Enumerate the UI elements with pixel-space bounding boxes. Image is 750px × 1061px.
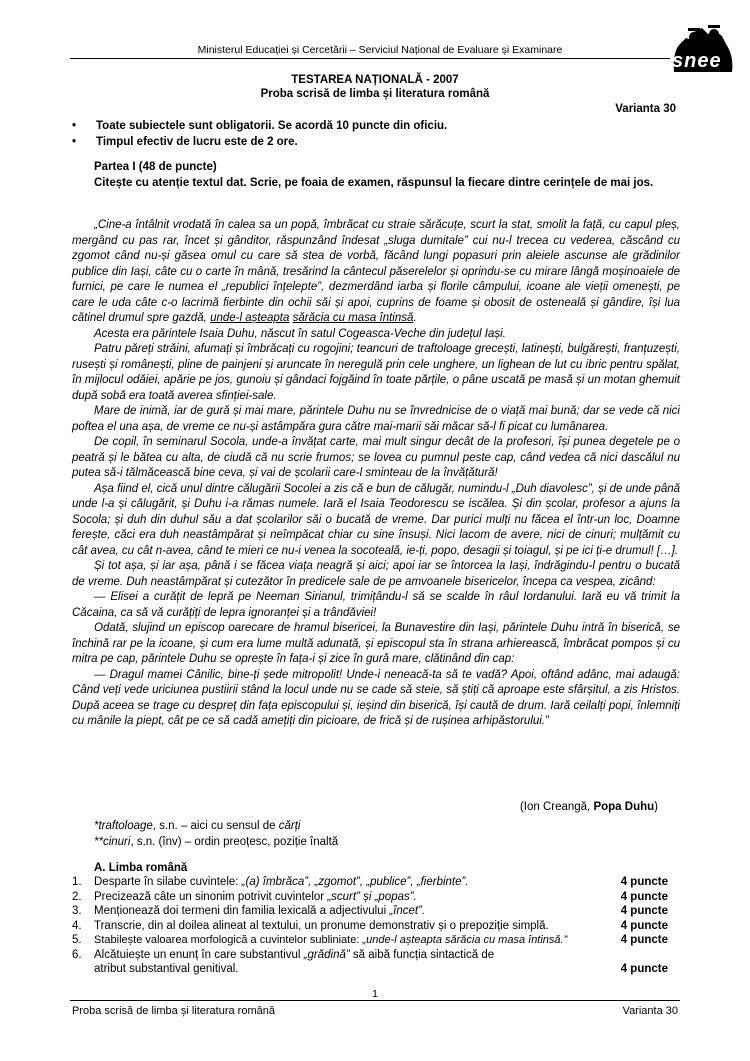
- bullet-icon: •: [72, 136, 77, 148]
- instruction-item: • Toate subiectele sunt obligatorii. Se acordă 10 puncte din oficiu.: [72, 120, 448, 132]
- glossary-note: *traftoloage, s.n. – aici cu sensul de cărți: [94, 820, 301, 832]
- story-paragraph: De copil, în seminarul Socola, unde-a învățat carte, mai mult singur decât de la profesori, își punea degetele pe o peatră și le bătea cu alta, de ciudă că nu scrie frumos; se lovea cu pumnul peste cap, când vedea că nici dascălul nu putea să-i tălmăcească bine ceva, și vai de școlarii care-l sminteau de la învățătură!: [72, 436, 680, 479]
- part-instruction: Citește cu atenție textul dat. Scrie, pe foaia de examen, răspunsul la fiecare dintre cerințele de mai jos.: [94, 176, 654, 189]
- header-ministry: Ministerul Educației și Cercetării – Serviciul Național de Evaluare și Examinare: [197, 44, 563, 56]
- page-number: 1: [372, 988, 378, 1000]
- story-paragraph: Mare de inimă, iar de gură și mai mare, părintele Duhu nu se învrednicise de o viață mai bună; dar se vede că nici poftea el una așa, de vreme ce nu-și astâmpăra gura către mai-marii săi măcar să-l fi picat cu lumânarea.: [72, 405, 680, 433]
- glossary-notes: [94, 819, 338, 850]
- task-item: 3. Menționează doi termeni din familia lexicală a adjectivului „încet”. 4 puncte: [72, 905, 668, 917]
- story-paragraph: — Elisei a curățit de lepră pe Neeman Sirianul, trimițându-l să se scalde în râul Iordanului. Iară eu vă trimit la Căcaina, ca să vă curățiți de lepra ignoranței și a trândăviei!: [72, 591, 680, 619]
- task-item: 1. Desparte în silabe cuvintele: „(a) îmbrăca”, „zgomot”, „publice”, „fierbinte”. 4 puncte: [72, 876, 668, 888]
- text-source: (Ion Creangă, Popa Duhu): [519, 801, 658, 813]
- literary-text: [72, 218, 680, 730]
- task-points: 4 puncte: [620, 890, 668, 903]
- section-a-title: A. Limba română: [94, 862, 188, 874]
- footer-left: Proba scrisă de limba și literatura română: [72, 1005, 275, 1017]
- exam-subtitle: Proba scrisă de limba și literatura română: [260, 88, 490, 100]
- instructions-list: [72, 118, 447, 150]
- story-paragraph: Odată, slujind un episcop oarecare de hramul bisericei, la Bunavestire din Iași, părintele Duhu intră în biserică, se închină rar pe la icoane, și cum era lume multă adunată, și episcopul sta în strana arhierească, îmbrăcat pompos și cu mitra pe cap, părintele Duhu se oprește în fața-i și zice în gură mare, clătinând din cap:: [72, 622, 680, 665]
- instruction-item: • Timpul efectiv de lucru este de 2 ore.: [72, 136, 298, 148]
- task-item: 6. Alcătuiește un enunț în care substantivul „grădină” să aibă funcția sintactică de: [72, 948, 495, 961]
- task-points: 4 puncte: [620, 934, 668, 946]
- task-points: 4 puncte: [620, 919, 668, 932]
- footer-right: Varianta 30: [622, 1005, 678, 1017]
- glossary-note: **cinuri, s.n. (înv) – ordin preoțesc, poziție înaltă: [94, 835, 339, 848]
- task-item: 4. Transcrie, din al doilea alineat al textului, un pronume demonstrativ și o prepoziție simplă. 4 puncte: [72, 919, 668, 932]
- underlined-phrase: sărăcia cu masa întinsă: [292, 312, 414, 324]
- work-title: Popa Duhu: [593, 801, 655, 813]
- task-list: [72, 875, 668, 977]
- story-paragraph: Acesta era părintele Isaia Duhu, născut în satul Cogeasca-Veche din județul Iași.: [94, 327, 506, 340]
- underlined-phrase: unde-l așteapta: [210, 312, 290, 324]
- part-heading-block: [72, 160, 678, 191]
- variant-label: Varianta 30: [615, 103, 676, 115]
- task-points: 4 puncte: [620, 963, 668, 975]
- task-points: 4 puncte: [620, 876, 668, 888]
- story-paragraph: Așa fiind el, cică unul dintre călugării Socolei a zis că e bun de călugăr, numindu-l „Duh diavolesc”, și de unde până unde l-a și călugărit, și Duhu i-a rămas numele. Iară el Isaia Teodorescu se iscălea. Și din școlar, profesor a ajuns la Socola; și duh din duhul său a dat școlarilor săi o bucată de vreme. Dar purici mulți nu făcea el într-un loc, Doamne ferește, căci era duh neastâmpărat și neîmpăcat chiar cu sine însuși. Nici lacom de avere, nici de cinuri; mulțămit cu cât avea, cu cât n-avea, când te mieri ce nu-i venea la socoteală, ie-ți, popo, desagii și toiagul, și pe ici ți-e drumul! […].: [72, 482, 680, 557]
- task-points: 4 puncte: [620, 905, 668, 917]
- part-heading: Partea I (48 de puncte): [94, 161, 217, 173]
- story-paragraph: Patru păreți străini, afumați și îmbrăcați cu rogojini; teancuri de traftoloage grecești, latinești, bulgărești, franțuzești, rusești și românești, pline de painjeni și aruncate în neregulă prin cele unghere, un lighean de lut cu ibric pentru spălat, în mijlocul odăiei, apărie pe jos, gunoiu și gândaci fojgăind în toate părțile, o pâne uscată pe masă și un motan ghemuit după sobă era toată averea sfinției-sale.: [72, 343, 680, 402]
- footer-divider: [70, 1000, 680, 1001]
- story-paragraph: „Cine-a întâlnit vrodată în calea sa un popă, îmbrăcat cu straie sărăcuțe, scurt la stat, smolit la față, cu capul pleș, mergând cu pas rar, încet și gânditor, răspunzând îndesat „sluga dumitale” cui nu-l trecea cu vederea, căscând cu zgomot când nu-și găsea omul cu care să stea de vorbă, făcând lungi popasuri prin aleiele ascunse ale grădinilor publice din Iași, câte cu o carte în mână, tresărind la cântecul păserelelor și oprindu-se cu mirare lângă moșinoaiele de furnici, pe care le numea el „republici înțelepte”, dezmerdând iarba și florile câmpului, icoane ale vieții omenești, pe care le uda câte c-o lacrimă fierbinte din ochii săi și apoi, cuprins de foame și obosit de osteneală și gândire, își lua cătinel drumul spre gazdă, unde-l așteapta sărăcia cu masa întinsă.: [72, 219, 680, 324]
- task-item: 2. Precizează câte un sinonim potrivit cuvintelor „scurt” și „popas”. 4 puncte: [72, 890, 668, 903]
- bullet-icon: •: [72, 120, 77, 132]
- task-item: 5. Stabilește valoarea morfologică a cuvintelor subliniate: „unde-l așteapta sărăcia cu masa întinsă.” 4 puncte: [72, 934, 668, 946]
- task-item-continued: atribut substantival genitival. 4 puncte: [94, 963, 668, 975]
- header-divider: [70, 58, 670, 59]
- story-paragraph: — Dragul mamei Cânilic, bine-ți șede mitropolit! Unde-i neneacă-ta să te vadă? Apoi, oftând adânc, mai adaugă: Când veți vede uriciunea pustiirii stând la locul unde nu se cade să steie, să știți că aproape este sfârșitul, a zis Hristos. După aceea se trage cu despreț din fața episcopului și, ieșind din biserică, își caută de drum. Iară ceilalți popi, înlemniți cu mânile la piept, cât pe ce să cadă amețiți din picioare, de frică și de rușinea arhipăstorului.”: [72, 668, 680, 727]
- logo-text: snee: [672, 50, 722, 72]
- exam-title: TESTAREA NAȚIONALĂ - 2007: [291, 74, 459, 86]
- story-paragraph: Și tot așa, și iar așa, până i se făcea viața neagră și aici; apoi iar se întorcea la Iași, îndrăgindu-l pentru o bucată de vreme. Duh neastâmpărat și cutezător în predicele sale de pe amvoanele bisericelor, începa ca vespea, zicând:: [72, 560, 680, 588]
